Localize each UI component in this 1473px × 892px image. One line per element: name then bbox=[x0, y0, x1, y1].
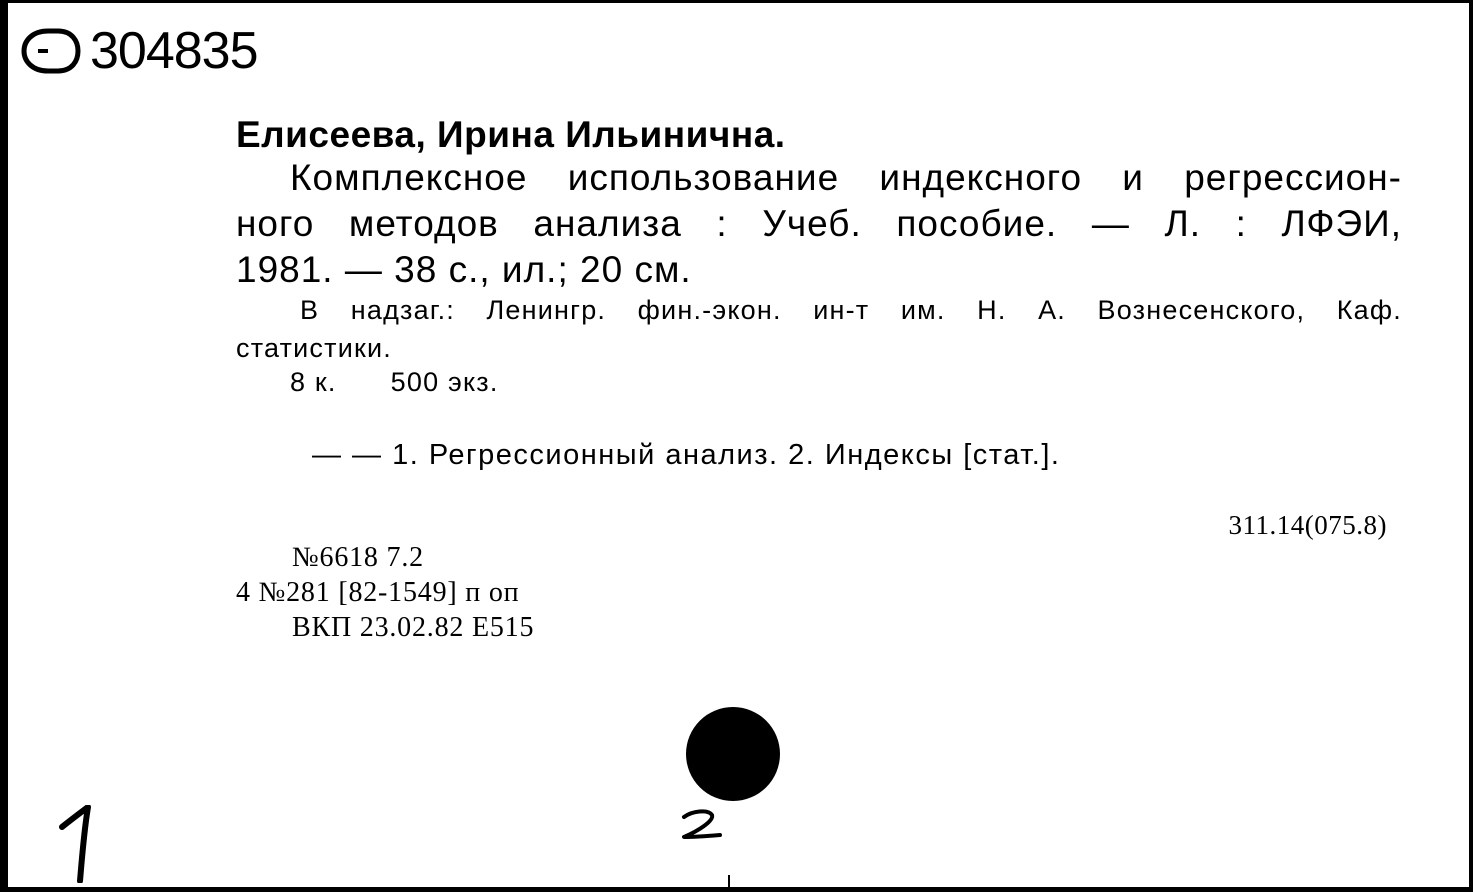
title-line: ного методов анализа : Учеб. пособие. — Л. : ЛФЭИ, bbox=[236, 203, 1402, 244]
note-line: статистики. bbox=[236, 333, 392, 363]
author-heading: Елисеева, Ирина Ильинична. bbox=[236, 114, 786, 155]
title-line: Комплексное использование индексного и регрессион- bbox=[290, 157, 1402, 198]
udc-classification: 311.14(075.8) bbox=[1228, 510, 1387, 540]
price-and-print-run bbox=[290, 364, 499, 400]
punch-hole bbox=[686, 707, 780, 801]
service-line: 4 №281 [82-1549] п оп bbox=[236, 577, 520, 608]
print-run: 500 экз. bbox=[390, 367, 499, 397]
library-stamp-icon bbox=[18, 23, 82, 79]
service-line: ВКП 23.02.82 Е515 bbox=[292, 612, 535, 643]
title-description bbox=[236, 155, 1402, 293]
service-line: №6618 7.2 bbox=[292, 542, 424, 573]
edge-tick-mark bbox=[728, 875, 730, 887]
accession-number: 304835 bbox=[90, 22, 258, 80]
note-line: В надзаг.: Ленингр. фин.-экон. ин-т им. Н. А. Вознесенского, Каф. bbox=[300, 295, 1402, 325]
service-notes bbox=[236, 540, 534, 645]
subject-headings: — — 1. Регрессионный анализ. 2. Индексы [стат.]. bbox=[312, 439, 1061, 471]
handwritten-mark-one bbox=[54, 805, 104, 883]
handwritten-mark-two bbox=[678, 807, 728, 843]
price: 8 к. bbox=[290, 367, 337, 397]
series-note bbox=[236, 291, 1402, 367]
accession-stamp bbox=[18, 21, 258, 81]
title-line: 1981. — 38 с., ил.; 20 см. bbox=[236, 249, 692, 290]
